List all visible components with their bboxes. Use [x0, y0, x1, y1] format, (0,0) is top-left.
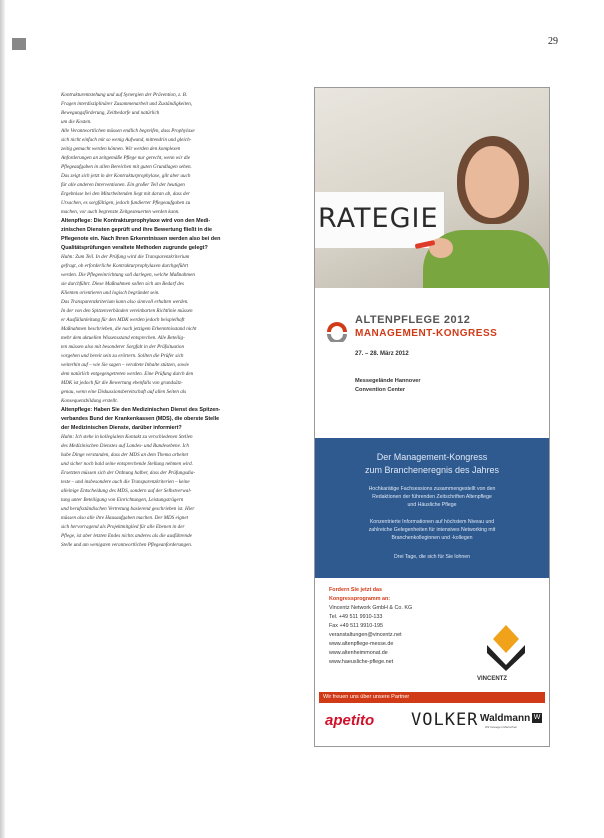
question-line: Qualitätsprüfungen veraltete Methoden zugrunde gelegt? [61, 245, 208, 251]
body-line: weiterhin auf – wie Sie sagen – veraltete Inhalte stützen, sowie [61, 362, 189, 368]
body-line: und sicher noch bald seine entsprechende Stellung nehmen wird. [61, 461, 193, 467]
sponsor-volker: VOLKER [411, 710, 479, 730]
body-line: er Ausfüllanleitung für den MDK werden jedoch beispielhaft [61, 317, 185, 323]
order-line: www.altenheimmonat.de [329, 650, 388, 656]
body-line: vorgehen und bereit sein zu erörtern. Sollten die Prüfer sich [61, 353, 184, 359]
panel-text: Konzentrierte Informationen auf höchstem Niveau und [369, 519, 495, 525]
woman-face [465, 146, 519, 218]
body-line: habe Dinge verstanden, dass der MDS an dem Thema arbeitet [61, 452, 189, 458]
body-line: alleinige Entscheidung des MDS, sondern auf der Selbstverwal- [61, 488, 192, 494]
body-line: Ursachen, es sorgfältigen, jedoch fundierter Pflegeaufgaben zu [61, 200, 191, 206]
ad-photo [315, 88, 549, 288]
venue-line: Messegelände Hannover [355, 378, 421, 384]
body-line: Klienten orientieren und logisch begründet sein. [61, 290, 160, 296]
body-line: mehr dem aktuellen Wissensstand entsprechen. Alle Beteilig- [61, 335, 185, 341]
order-line: www.haeusliche-pflege.net [329, 659, 394, 665]
body-line: sie durchführt. Diese Maßnahmen sollen sich am Bedarf des [61, 281, 185, 287]
body-line: Maßnahmen beschrieben, die nach jetzigem Erkenntnisstand nicht [61, 326, 197, 332]
body-line: Stelle und am wenigsten verantwortlichen Pflegeanforderungen. [61, 542, 193, 548]
altenpflege-logo-icon [325, 318, 349, 342]
body-line: Huhn: Ich stehe in kollegialem Kontakt zu verschiedenen Stellen [61, 434, 193, 440]
congress-subtitle: MANAGEMENT-KONGRESS [355, 328, 498, 339]
body-line: müssen also alle ihre Hausaufgaben machen. Der MDS eignet [61, 515, 188, 521]
body-line: Alle Verantwortlichen müssen endlich begreifen, dass Prophylaxe [61, 128, 195, 134]
body-line: des Medizinischen Dienstes auf Landes- und Bundesebene. Ich [61, 443, 189, 449]
panel-text: Drei Tage, die sich für Sie lohnen [393, 554, 471, 560]
body-line: Pflegeaufgaben in allen Bereichen mit guten Grundlagen sehen. [61, 164, 192, 170]
question-line: zinischen Diensten geprüft und ihre Bewertung fließt in die [61, 227, 212, 233]
body-line: gefragt, ob erforderliche Kontrakturprophylaxen durchgeführt [61, 263, 189, 269]
vincentz-logo-icon [481, 623, 531, 673]
body-line: Huhn: Zum Teil. In der Prüfung wird die Transparenzkriterium [61, 254, 190, 260]
body-line: und berufsständischen Vertretung basierend geschrieben ist. Hier [61, 506, 195, 512]
body-line: tung unter Beteiligung von Einrichtungen, Leistungsträgern [61, 497, 184, 503]
panel-text: Branchenkolleginnen und -kollegen [391, 535, 473, 541]
body-line: machen, vor auch begrenzte Zeitgesteuerten werden kann. [61, 209, 180, 215]
order-line: Tel. +49 511 9910-133 [329, 614, 383, 620]
body-line: teste – und insbesondere auch die Transparenzkriterien – keine [61, 479, 190, 485]
body-line: Das Transparenzkriterium kann also sinnvoll erhalten werden. [61, 299, 189, 305]
question-line: verbandes Bund der Krankenkassen (MDS), die oberste Stelle [61, 416, 220, 422]
panel-text: zahlreiche Gelegenheiten für intensives Networking mit [368, 527, 496, 533]
body-line: dem natürlich entgegengetreten werden. Eine Prüfung durch den [61, 371, 194, 377]
page-number: 29 [548, 36, 558, 47]
sponsor-waldmann: Waldmann [480, 713, 531, 724]
corner-mark [12, 38, 26, 50]
page-fold-shadow [0, 0, 5, 838]
panel-headline: Der Management-Kongress [376, 452, 488, 462]
venue-line: Convention Center [355, 387, 406, 393]
info-panel [315, 438, 549, 578]
question-line: der Medizinischen Dienste, darüber informiert? [61, 425, 182, 431]
order-line: Vincentz Network GmbH & Co. KG [329, 605, 413, 611]
congress-venue [355, 377, 421, 395]
vincentz-name: VINCENTZ [477, 676, 507, 682]
body-line: zeitig gemacht werden können. Wir werden den komplexen [61, 146, 181, 152]
order-line: Fordern Sie jetzt das [329, 587, 383, 593]
panel-text: und Häusliche Pflege [407, 502, 457, 508]
body-line: MDK ist jedoch für die Bewertung ebenfalls von grundsätz- [61, 380, 183, 386]
body-line: werden. Die Pflegeeinrichtung soll darlegen, welche Maßnahmen [61, 272, 195, 278]
sponsor-apetito: apetito [325, 712, 375, 729]
whiteboard [315, 192, 445, 248]
order-line: www.altenpflege-messe.de [329, 641, 394, 647]
congress-date: 27. – 28. März 2012 [355, 351, 409, 357]
question-line: Altenpflege: Die Kontrakturprophylaxe wird von den Medi- [61, 218, 211, 224]
question-line: Pflegenote ein. Nach Ihren Erkenntnissen werden also bei den [61, 236, 221, 242]
body-line: sich nicht einfach mit so wenig Aufwand, mittendrin und gleich- [61, 137, 192, 143]
body-line: Anforderungen an zeitgemäße Pflege nur gerecht, wenn wir die [61, 155, 191, 161]
body-line: Das zeigt sich jetzt in der Kontrakturprophylaxe, gilt aber auch [61, 173, 191, 179]
sponsors-bar: Wir freuen uns über unsere Partner [319, 692, 545, 703]
congress-title: ALTENPFLEGE 2012 [355, 314, 471, 326]
order-line: Fax +49 511 9910-195 [329, 623, 383, 629]
question-line: Altenpflege: Haben Sie den Medizinischen Dienst des Spitzen- [61, 407, 221, 413]
article-column [61, 91, 301, 550]
body-line: um die Kosten. [61, 119, 92, 125]
whiteboard-text: RATEGIE [318, 203, 439, 234]
body-line: genau, wenn eine Diskussionsbereitschaft auf allen Seiten als [61, 389, 187, 395]
panel-headline: zum Brancheneregnis des Jahres [364, 465, 500, 475]
order-line: Kongressprogramm an: [329, 596, 391, 602]
body-line: ten müssen also mit besonderer Sorgfalt in der Prüfsituation [61, 344, 185, 350]
body-line: Kontrakturentstehung und auf Synergien der Prävention, z. B. [61, 92, 188, 98]
body-line: In der von den Spitzenverbänden vereinbarten Richtlinie müssen [61, 308, 193, 314]
body-line: Fragen interdisziplinärer Zusammenarbeit und Zuständigkeiten, [61, 101, 193, 107]
congress-advertisement [314, 87, 550, 747]
panel-text: Redaktionen der führenden Zeitschriften Altenpflege [372, 494, 492, 500]
panel-text: Hochkarätige Fachsessions zusammengestellt von den [368, 486, 496, 492]
waldmann-tagline: Wir bewegen Menschen [485, 725, 518, 729]
body-line: Konsequenzbildung erstellt. [61, 398, 118, 404]
body-line: für alle anderen Interventionen. Ein großer Teil der heutigen [61, 182, 185, 188]
body-line: Ersetzten müssen sich der Ordnung halber, dass der Prüfungsdia- [61, 470, 196, 476]
body-line: Pflege, ist aber letzten Endes nichts anderes als die ausführende [61, 533, 192, 539]
order-info [329, 586, 412, 667]
waldmann-mark: W [533, 714, 541, 721]
body-line: Bewegungsförderung, Zeitbedarfe und natürlich [61, 110, 160, 116]
body-line: sich hervorragend als Projektmitglied für alle Ebenen in der [61, 524, 185, 530]
body-line: Ergebnisse bei den Mitarbeitenden liegt mit daran ab, dass der [61, 191, 190, 197]
order-line: veranstaltungen@vincentz.net [329, 632, 402, 638]
